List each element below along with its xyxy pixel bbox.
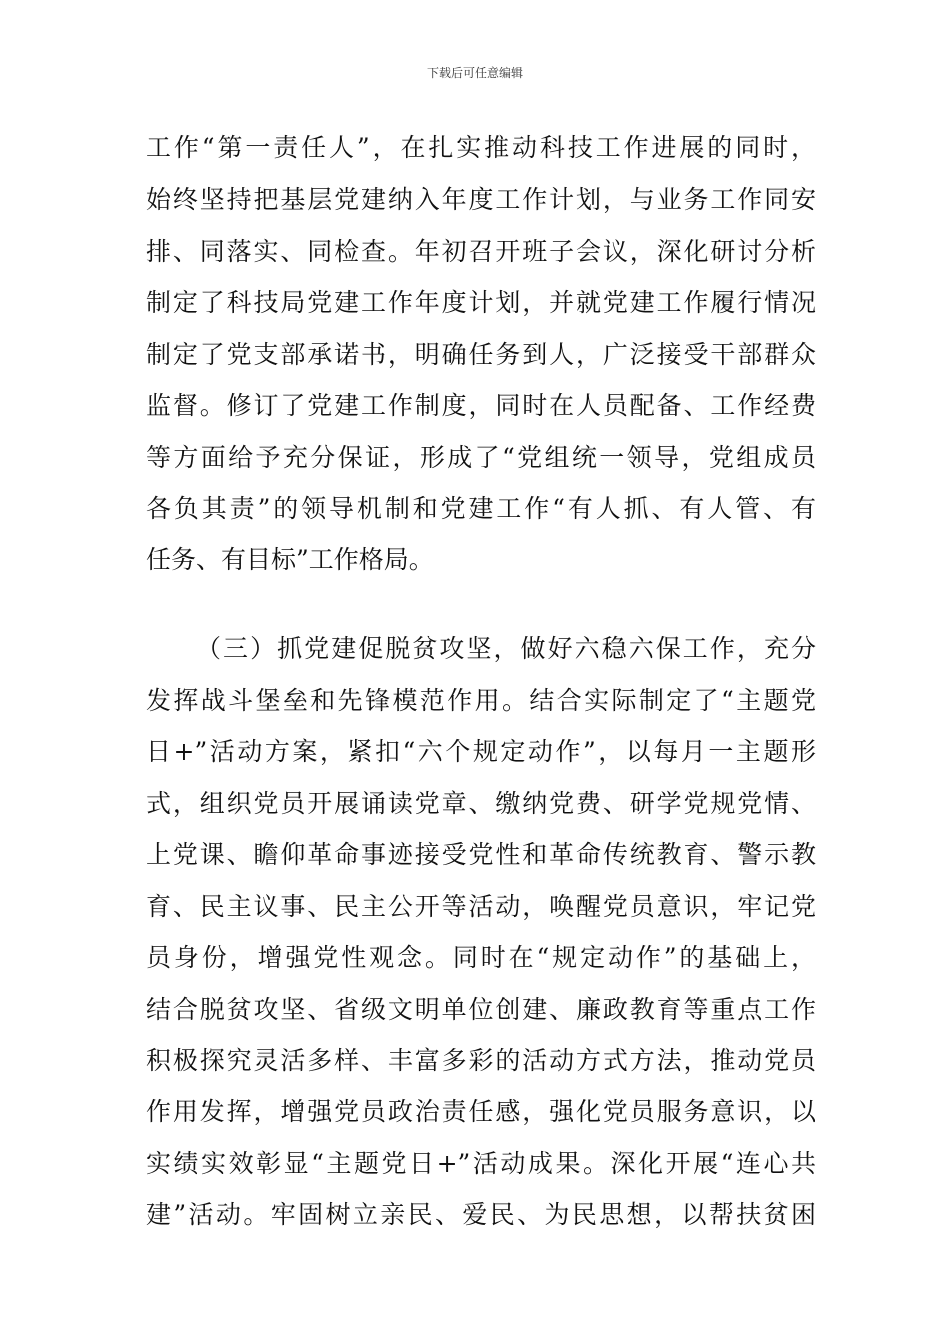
text-line: 发挥战斗堡垒和先锋模范作用。结合实际制定了“主题党 — [146, 686, 816, 715]
text-line: 监督。修订了党建工作制度，同时在人员配备、工作经费 — [146, 391, 816, 420]
text-line: 实绩实效彰显“主题党日+”活动成果。深化开展“连心共 — [146, 1149, 816, 1178]
text-line: （三）抓党建促脱贫攻坚，做好六稳六保工作，充分 — [196, 634, 816, 663]
text-line: 始终坚持把基层党建纳入年度工作计划，与业务工作同安 — [146, 185, 816, 214]
text-line: 式，组织党员开展诵读党章、缴纳党费、研学党规党情、 — [146, 789, 816, 818]
text-line: 等方面给予充分保证，形成了“党组统一领导，党组成员 — [146, 443, 816, 472]
page-header: 下载后可任意编辑 — [426, 66, 523, 80]
text-line: 工作“第一责任人”，在扎实推动科技工作进展的同时， — [146, 133, 816, 162]
text-line: 作用发挥，增强党员政治责任感，强化党员服务意识，以 — [146, 1097, 816, 1126]
text-line: 员身份，增强党性观念。同时在“规定动作”的基础上， — [146, 943, 816, 972]
text-line: 任务、有目标”工作格局。 — [146, 545, 434, 574]
text-line: 制定了党支部承诺书，明确任务到人，广泛接受干部群众 — [146, 340, 816, 369]
text-line: 制定了科技局党建工作年度计划，并就党建工作履行情况 — [146, 288, 816, 317]
text-line: 积极探究灵活多样、丰富多彩的活动方式方法，推动党员 — [146, 1046, 816, 1075]
text-line: 各负其责”的领导机制和党建工作“有人抓、有人管、有 — [146, 494, 816, 523]
text-line: 育、民主议事、民主公开等活动，唤醒党员意识，牢记党 — [146, 892, 816, 921]
text-line: 日+”活动方案，紧扣“六个规定动作”，以每月一主题形 — [146, 737, 816, 766]
text-line: 建”活动。牢固树立亲民、爱民、为民思想，以帮扶贫困 — [146, 1200, 816, 1229]
text-line: 上党课、瞻仰革命事迹接受党性和革命传统教育、警示教 — [146, 840, 816, 869]
text-line: 结合脱贫攻坚、省级文明单位创建、廉政教育等重点工作 — [146, 995, 816, 1024]
text-line: 排、同落实、同检查。年初召开班子会议，深化研讨分析 — [146, 237, 816, 266]
